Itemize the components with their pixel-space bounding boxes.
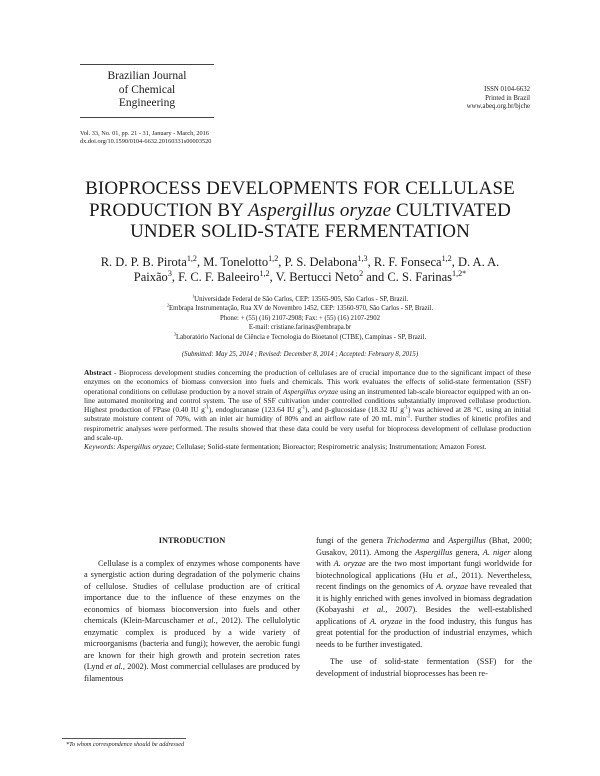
submission-dates: (Submitted: May 25, 2014 ; Revised: December 8, 2014 ; Accepted: February 8, 2015): [181, 351, 419, 358]
affiliation-1: $^1$Universidade Federal de São Carlos, CEP: 13565-905, São Carlos - SP, Brazil.: [191, 293, 409, 303]
abstract: Abstract - Bioprocess development studies concerning the production of cellulases are of crucial importance due to the significant impact of these enzymes on the economics of biomass conversion into fuels and chemicals. This work evaluates the effects of solid-state fermentation (SSF) operational conditions on cellulase production by a novel strain of Aspergillus oryzae using an instrumented lab-scale bioreactor equipped with an on-line automated monitoring and control system. The use of SSF cultivation under controlled conditions substantially improved cellulase production. Highest production of FPase (0.40 IU $g^{-1}$), endoglucanase (123.64 IU $g^{-1}$), and β-glucosidase (18.32 IU $g^{-1}$) was achieved at 28 °C, using an initial substrate moisture content of 70%, with an inlet air humidity of 80% and an airflow rate of 20 mL $\min^{-1}$. Further studies of kinetic profiles and respirometric analyses were performed. The results showed that these data could be very useful for bioprocess development of cellulase production and scale-up. Keywords: Aspergillus oryzae; Cellulase; Solid-state fermentation; Bioreactor; Respirometric analysis; Instrumentation; Amazon Forest.: [84, 368, 531, 452]
contact-email[interactable]: E-mail: cristiane.farinas@embrapa.br: [248, 324, 352, 332]
issn-block: [467, 86, 530, 112]
volume-line: Vol. 33, No. 01, pp. 21 - 31, January - March, 2016: [80, 130, 209, 137]
keywords: Keywords: Aspergillus oryzae; Cellulase; Solid-state fermentation; Bioreactor; Respirometric analysis; Instrumentation; Amazon Forest.: [84, 442, 487, 452]
contact-phone: Phone: + (55) (16) 2107-2908; Fax: + (55) (16) 2107-2902: [219, 314, 380, 322]
introduction-left-column: [84, 535, 300, 685]
title-line3: UNDER SOLID-STATE FERMENTATION: [130, 221, 470, 242]
doi-line[interactable]: dx.doi.org/10.1590/0104-6632.20160331s00003520: [80, 138, 212, 145]
journal-url[interactable]: www.abeq.org.br/bjche: [466, 103, 530, 110]
title-line2: PRODUCTION BY Aspergillus oryzae CULTIVATED: [89, 199, 511, 221]
intro-paragraph-1-continued: fungi of the genera Trichoderma and Aspergillus (Bhat, 2000; Gusakov, 2011). Among the Aspergillus genera, A. niger along with A. oryzae are the two most important fungi worldwide for biotechnological applications (Hu et al., 2011). Nevertheless, recent findings on the genomics of A. oryzae have revealed that it is highly enriched with genes involved in biomass degradation (Kobayashi et al., 2007). Besides the well-established applications of A. oryzae in the food industry, this fungus has great potential for the production of industrial enzymes, which needs to be further investigated.: [316, 536, 533, 649]
correspondence-footnote: *To whom correspondence should be addressed: [66, 741, 185, 748]
paper-title: [60, 178, 540, 243]
journal-name-line2: of Chemical: [118, 83, 176, 96]
journal-name-line1: Brazilian Journal: [107, 70, 187, 82]
intro-paragraph-2: The use of solid-state fermentation (SSF) for the development of industrial bioprocesses has been re-: [316, 657, 532, 679]
affiliation-2: $^2$Embrapa Instrumentação, Rua XV de Novembro 1452, CEP: 13560-970, São Carlos - SP, Brazil.: [166, 303, 434, 313]
affiliations: [120, 295, 480, 342]
author-list: R. D. P. B. Pirota$^{1,2}$, M. Tonelotto$^{1,2}$, P. S. Delabona$^{1,3}$, R. F. Fonseca$^{1,2}$, D. A. A. Paixão$^3$, F. C. F. Baleeiro$^{1,2}$, V. Bertucci Neto$^2$ and C. S. Farinas$^{1,2*}$: [100, 253, 500, 284]
footnote-rule: [62, 738, 186, 739]
volume-info: [80, 130, 211, 146]
journal-name-line3: Engineering: [118, 97, 176, 109]
abstract-heading: Abstract: [84, 368, 112, 377]
introduction-right-column: [316, 535, 532, 680]
introduction-heading: INTRODUCTION: [158, 536, 226, 545]
printed-in: Printed in Brazil: [485, 94, 530, 102]
journal-rule-bottom: [80, 117, 214, 118]
title-line1: BIOPROCESS DEVELOPMENTS FOR CELLULASE: [85, 178, 515, 199]
issn-number: ISSN 0104-6632: [484, 86, 530, 93]
intro-paragraph-1: Cellulase is a complex of enzymes whose components have a synergistic action during degradation of the polymeric chains of cellulose. Studies of cellulase production are of critical importance due to the influence of these enzymes on the economics of biomass bioconversion into fuels and other chemicals (Klein-Marcuschamer et al., 2012). The cellulolytic enzymatic complex is produced by a wide variety of microorganisms (bacteria and fungi); however, the aerobic fungi are known for their high growth and protein secretion rates (Lynd et al., 2002). Most commercial cellulases are produced by filamentous: [84, 558, 300, 684]
affiliation-3: $^3$Laboratório Nacional de Ciência e Tecnologia do Bioetanol (CTBE), Campinas - SP, Brazil.: [173, 331, 427, 341]
journal-name-block: [80, 64, 214, 111]
